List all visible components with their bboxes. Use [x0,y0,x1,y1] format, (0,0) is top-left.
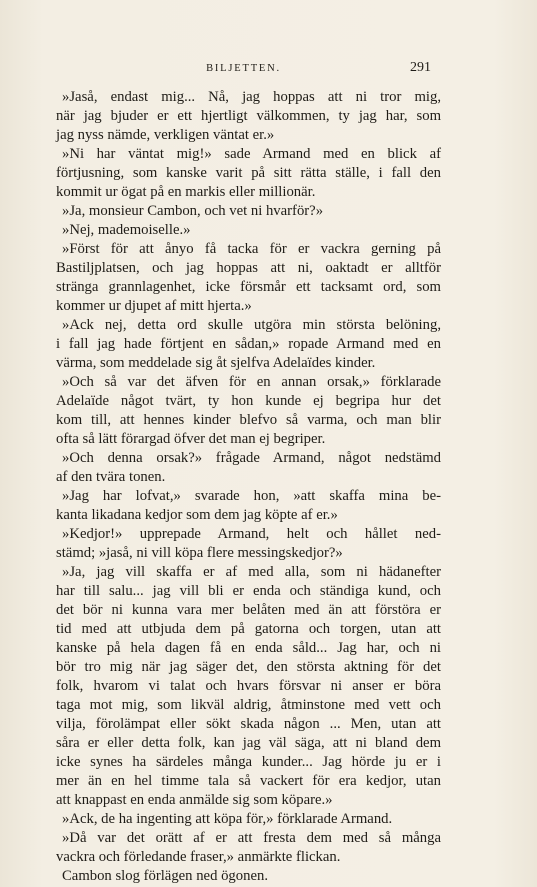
text-line: kanta likadana kedjor som dem jag köpte af er.» [56,507,338,523]
text-line: »Då var det orätt af er att fresta dem med så många [62,830,441,846]
text-line: det bör ni kunna vara mer belåten med än att förstöra er [56,602,441,618]
text-line: när jag bjuder er ett hjertligt välkommen, ty jag har, som [56,108,441,124]
text-line: har till salu... jag vill bli er enda och ständiga kund, och [56,583,441,599]
page-header [56,60,431,80]
text-line: icke synes ha särdeles många kunder... Jag hörde ju er i [56,754,441,770]
text-line: »Först för att ånyo få tacka för er vackra gerning på [62,241,441,257]
text-line: värma, som meddelade sig åt sjelfva Adelaïdes kinder. [56,355,376,371]
text-line: att knappast en enda anmälde sig som köpare.» [56,792,333,808]
body-text [56,88,441,886]
text-line: »Ack, de ha ingenting att köpa för,» förklarade Armand. [62,811,393,827]
text-line: kanske på hela dagen få en enda såld... Jag har, och ni [56,640,441,656]
text-line: Bastiljplatsen, och jag hoppas att ni, oaktadt er alltför [56,260,441,276]
text-line: stränga grannlagenhet, icke försmår ett tacksamt ord, som [56,279,441,295]
text-line: ofta så lätt förargad öfver det man ej begriper. [56,431,326,447]
text-line: vilja, förolämpat eller sökt skada någon ... Men, utan att [56,716,441,732]
text-line: kommit ur ögat på en markis eller millionär. [56,184,316,200]
text-line: stämd; »jaså, ni vill köpa flere messingskedjor?» [56,545,343,561]
text-line: Adelaïde något tvärt, ty hon kunde ej begripa hur det [56,393,441,409]
text-line: mer än en hel timme tala så vackert för era kedjor, utan [56,773,441,789]
text-line: vackra och förledande fraser,» anmärkte flickan. [56,849,341,865]
text-line: »Och så var det äfven för en annan orsak,» förklarade [62,374,441,390]
text-line: »Ja, monsieur Cambon, och vet ni hvarför?» [62,203,324,219]
text-line: kom till, att hennes kinder blefvo så varma, och man blir [56,412,441,428]
text-line: »Ack nej, detta ord skulle utgöra min största belöning, [62,317,441,333]
text-line: af den tvära tonen. [56,469,166,485]
text-line: bör tro mig när jag säger det, den största aktning för det [56,659,441,675]
text-line: Cambon slog förlägen ned ögonen. [62,868,268,884]
text-line: »Ja, jag vill skaffa er af med alla, som ni hädanefter [62,564,441,580]
text-line: »Jag har lofvat,» svarade hon, »att skaffa mina be- [62,488,441,504]
text-line: taga mot mig, som likväl aldrig, åtminstone med vett och [56,697,441,713]
text-line: tid med att utbjuda dem på gatorna och torgen, utan att [56,621,441,637]
text-line: »Och denna orsak?» frågade Armand, något nedstämd [62,450,441,466]
text-line: »Nej, mademoiselle.» [62,222,191,238]
text-line: jag nyss nämde, verkligen väntat er.» [56,127,275,143]
running-head: BILJETTEN. [206,63,281,74]
text-line: »Jaså, endast mig... Nå, jag hoppas att ni tror mig, [62,89,441,105]
text-line: »Kedjor!» upprepade Armand, helt och hållet ned- [62,526,441,542]
text-line: såra er eller detta folk, kan jag väl säga, att ni bland dem [56,735,441,751]
text-line: »Ni har väntat mig!» sade Armand med en blick af [62,146,441,162]
page-number: 291 [410,60,431,75]
text-line: förtjusning, som kanske varit på sitt rätta ställe, i fall den [56,165,441,181]
text-line: i fall jag hade förtjent en sådan,» ropade Armand med en [56,336,441,352]
text-line: kommer ur djupet af mitt hjerta.» [56,298,252,314]
text-line: folk, hvarom vi talat och hvars försvar ni anser er böra [56,678,441,694]
